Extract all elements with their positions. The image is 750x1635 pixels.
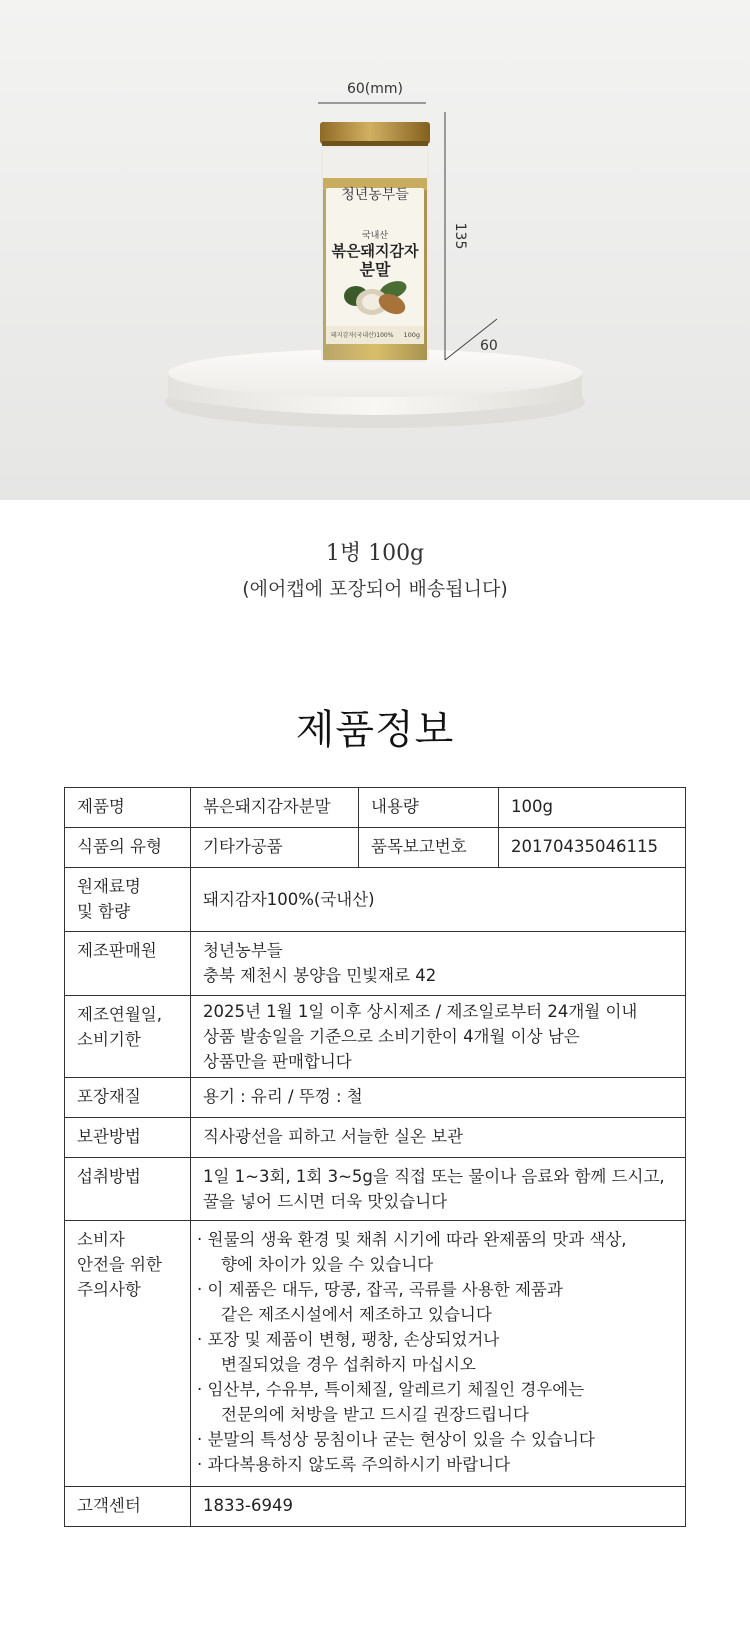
- product-illustration: [0, 0, 750, 500]
- food-type-value: 기타가공품: [191, 828, 359, 868]
- caution-item: · 이 제품은 대두, 땅콩, 잡곡, 곡류를 사용한 제품과 같은 제조시설에서 제조하고 있습니다: [197, 1280, 563, 1324]
- ingredients-value: 돼지감자100%(국내산): [191, 868, 686, 932]
- jar-name-line1: 볶은돼지감자: [331, 242, 419, 260]
- content-value: 100g: [499, 788, 686, 828]
- table-row: [65, 868, 686, 932]
- shipping-note: (에어캡에 포장되어 배송됩니다): [242, 578, 508, 600]
- section-title: 제품정보: [295, 707, 455, 753]
- table-row: [65, 788, 686, 828]
- width-dimension-label: 60(mm): [346, 81, 404, 97]
- table-row: [65, 996, 686, 1078]
- table-row: [65, 932, 686, 996]
- content-label: 내용량: [359, 788, 499, 828]
- table-row: [65, 1487, 686, 1527]
- caution-item: · 원물의 생육 환경 및 채취 시기에 따라 완제품의 맛과 색상, 향에 차이가 있을 수 있습니다: [197, 1230, 627, 1274]
- caution-item: · 분말의 특성상 뭉침이나 굳는 현상이 있을 수 있습니다: [197, 1430, 595, 1449]
- table-row: [65, 1078, 686, 1118]
- intake-label: 섭취방법: [65, 1158, 191, 1221]
- jar-name-line2: 분말: [359, 260, 391, 279]
- jar-weight: 100g: [403, 331, 420, 339]
- table-row: [65, 1221, 686, 1487]
- date-label: 제조연월일, 소비기한: [65, 996, 191, 1078]
- report-no-value: 20170435046115: [499, 828, 686, 868]
- cs-label: 고객센터: [65, 1487, 191, 1527]
- table-row: [65, 828, 686, 868]
- jar-lid: [320, 122, 430, 144]
- food-type-label: 식품의 유형: [65, 828, 191, 868]
- intake-value: 1일 1~3회, 1회 3~5g을 직접 또는 물이나 음료와 함께 드시고, 꿀을 넣어 드시면 더욱 맛있습니다: [191, 1158, 686, 1221]
- product-info-table: [64, 787, 686, 1527]
- caution-item: · 포장 및 제품이 변형, 팽창, 손상되었거나 변질되었을 경우 섭취하지 마십시오: [197, 1330, 500, 1374]
- table-row: [65, 1158, 686, 1221]
- cs-value: 1833-6949: [191, 1487, 686, 1527]
- product-name-value: 볶은돼지감자분말: [191, 788, 359, 828]
- report-no-label: 품목보고번호: [359, 828, 499, 868]
- maker-value: 청년농부들 충북 제천시 봉양읍 민빛재로 42: [191, 932, 686, 996]
- table-row: [65, 1118, 686, 1158]
- packaging-value: 용기 : 유리 / 뚜껑 : 철: [191, 1078, 686, 1118]
- caution-item: · 과다복용하지 않도록 주의하시기 바랍니다: [197, 1455, 511, 1474]
- storage-label: 보관방법: [65, 1118, 191, 1158]
- jar-ingredient: 돼지감자(국내산)100%: [331, 332, 394, 339]
- caution-value: [191, 1221, 686, 1487]
- jar-origin: 국내산: [361, 231, 389, 241]
- volume-text: 1병 100g: [325, 541, 425, 566]
- storage-value: 직사광선을 피하고 서늘한 실온 보관: [191, 1118, 686, 1158]
- product-photo: [0, 0, 750, 500]
- caution-item: · 임산부, 수유부, 특이체질, 알레르기 체질인 경우에는 전문의에 처방을 받고 드시길 권장드립니다: [197, 1380, 585, 1424]
- date-value: 2025년 1월 1일 이후 상시제조 / 제조일로부터 24개월 이내 상품 발송일을 기준으로 소비기한이 4개월 이상 남은 상품만을 판매합니다: [191, 996, 686, 1078]
- ingredients-label: 원재료명 및 함량: [65, 868, 191, 932]
- caution-label: 소비자 안전을 위한 주의사항: [65, 1221, 191, 1487]
- product-name-label: 제품명: [65, 788, 191, 828]
- depth-dimension-label: 60: [480, 338, 498, 354]
- height-dimension-label: 135: [452, 222, 468, 250]
- jar-brand-mark: 청년농부들: [341, 187, 409, 203]
- maker-label: 제조판매원: [65, 932, 191, 996]
- packaging-label: 포장재질: [65, 1078, 191, 1118]
